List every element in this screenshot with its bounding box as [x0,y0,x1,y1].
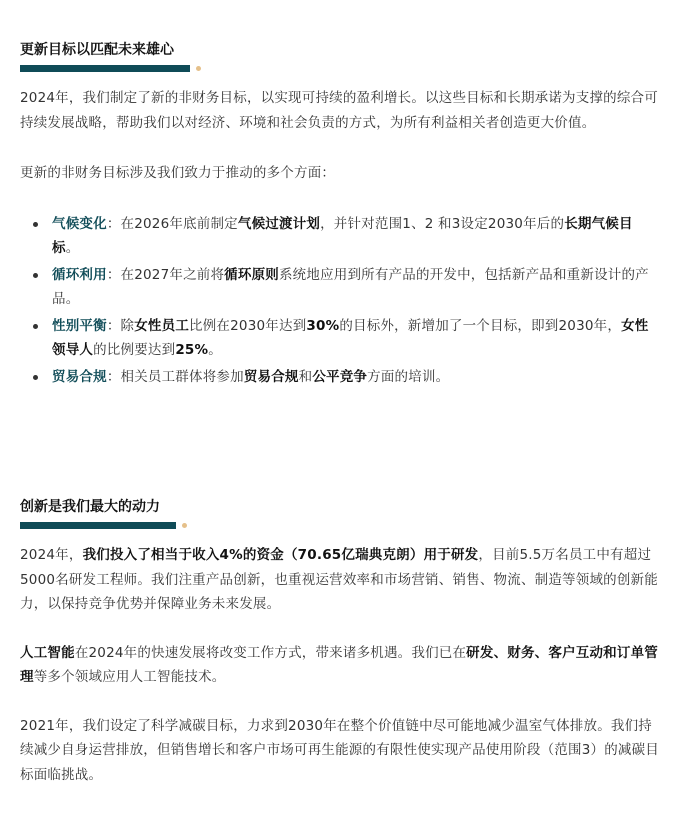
list-item-trade [20,365,660,390]
section-targets [20,40,660,391]
underline-dot [196,66,201,71]
list-item-text: 的比例要达到 [93,342,176,358]
list-item-text: 。 [208,342,222,358]
list-item-text: ：除 [106,317,135,334]
list-item-text: 方面的培训。 [367,368,450,385]
section-heading: 创新是我们最大的动力 [20,499,160,515]
paragraph-text: 等多个领域应用人工智能技术。 [33,669,226,685]
list-item-bold: 30% [306,317,340,334]
intro-paragraph: 2024年，我们制定了新的非财务目标，以实现可持续的盈利增长。以这些目标和长期承诺为支撑的综合可持续发展战略，帮助我们以对经济、环境和社会负责的方式，为所有利益相关者创造更大价值。 [20,90,658,131]
rd-paragraph [20,543,660,617]
paragraph-bold: 人工智能 [20,644,75,661]
list-item-bold: 25% [175,342,209,358]
bullet-dot-icon [33,273,38,278]
list-item-key: 性别平衡 [52,317,107,334]
list-item-circularity [20,263,660,312]
underline-dot [182,523,187,528]
paragraph-bold: 我们投入了相当于收入4%的资金（70.65亿瑞典克朗）用于研发 [82,547,479,563]
lead-paragraph: 更新的非财务目标涉及我们致力于推动的多个方面： [20,165,336,181]
list-item-text: ：在2027年之前将 [106,266,225,283]
list-item-text: ，并针对范围1、2 和3设定2030年后的 [320,215,565,232]
list-item-key: 循环利用 [52,266,107,283]
list-item-bold: 女性领导人 [52,317,649,358]
bullet-dot-icon [33,324,38,329]
list-item-text: ：相关员工群体将参加 [106,368,244,385]
list-item-bold: 女性员工 [134,317,190,334]
list-item-climate [20,212,660,261]
list-item-bold: 循环原则 [224,266,279,283]
ai-paragraph [20,641,660,690]
list-item-text: ：在2026年底前制定 [106,215,238,232]
list-item-text: 比例在2030年达到 [189,317,307,334]
list-item-key: 气候变化 [52,215,107,232]
climate-paragraph: 2021年，我们设定了科学减碳目标，力求到2030年在整个价值链中尽可能地减少温室气体排放。我们持续减少自身运营排放，但销售增长和客户市场可再生能源的有限性使实现产品使用阶段（范围3）的减碳目标面临挑战。 [20,717,659,783]
section-innovation [20,497,660,787]
paragraph-text: 在2024年的快速发展将改变工作方式，带来诸多机遇。我们已在 [74,644,467,661]
paragraph-text: 2024年， [20,547,83,563]
list-item-text: 的目标外，新增加了一个目标，即到2030年， [339,317,622,334]
heading-underline [20,522,660,529]
list-item-bold: 气候过渡计划 [237,215,321,232]
list-item-text: 。 [65,240,80,256]
bullet-dot-icon [33,375,38,380]
paragraph-bold: 研发、财务、客户互动和订单管理 [20,644,658,685]
list-item-bold: 公平竞争 [312,368,368,385]
section-heading: 更新目标以匹配未来雄心 [20,42,174,58]
list-item-text: 系统地应用到所有产品的开发中，包括新产品和重新设计的产品。 [52,266,649,307]
bullet-dot-icon [33,222,38,227]
underline-bar [20,522,176,529]
underline-bar [20,65,190,72]
list-item-text: 和 [298,368,313,385]
heading-underline [20,65,660,72]
list-item-key: 贸易合规 [52,368,107,385]
paragraph-text: ，目前5.5万名员工中有超过5000名研发工程师。我们注重产品创新，也重视运营效率和市场营销、销售、物流、制造等领域的创新能力，以保持竞争优势并保障业务未来发展。 [20,547,658,612]
list-item-bold: 长期气候目标 [52,215,633,256]
target-list [20,212,660,390]
list-item-gender [20,314,660,363]
list-item-bold: 贸易合规 [243,368,299,385]
